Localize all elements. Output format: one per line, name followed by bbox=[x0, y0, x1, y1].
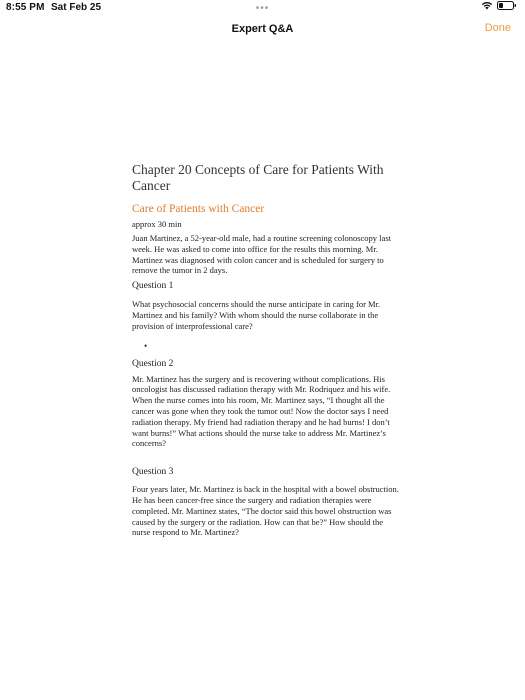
page-title: Expert Q&A bbox=[231, 23, 294, 35]
status-date: Sat Feb 25 bbox=[51, 2, 102, 13]
question-3-text: Four years later, Mr. Martinez is back in the hospital with a bowel obstruction. He has been cancer-free since the surgery and radiation therapies were completed. Mr. Martinez states, “The doctor said this bowel obstruction was caused by the surgery or the radiation. How can that be?” How should the nurse respond to Mr. Martinez? bbox=[132, 484, 399, 538]
document-page bbox=[132, 162, 400, 538]
bullet-row bbox=[132, 332, 400, 358]
question-3-label: Question 3 bbox=[132, 467, 174, 478]
done-button[interactable]: Done bbox=[484, 22, 511, 34]
question-1-label: Question 1 bbox=[132, 281, 174, 292]
chapter-title: Chapter 20 Concepts of Care for Patients With Cancer bbox=[132, 162, 384, 193]
question-2-text: Mr. Martinez has the surgery and is recovering without complications. His oncologist has discussed radiation therapy with Mr. Rodriquez and his wife. When the nurse comes into his room, Mr. Martinez says, “I thought all the cancer was gone when they took the tumor out! Now the doctor says I need radiation therapy. My friend had radiation therapy and he had burns! I don’t want burns!” What actions should the nurse take to address Mr. Martinez’s concerns? bbox=[132, 373, 391, 449]
section-title: Care of Patients with Cancer bbox=[132, 203, 265, 215]
case-text: Juan Martinez, a 52-year-old male, had a routine screening colonoscopy last week. He was asked to come into office for the results this morning. Mr. Martinez was diagnosed with colon cancer and is scheduled for surgery to remove the tumor in 2 days. bbox=[132, 233, 391, 276]
more-options-handle[interactable]: ••• bbox=[255, 3, 270, 14]
bullet-dot: • bbox=[144, 340, 148, 351]
duration-text: approx 30 min bbox=[132, 219, 182, 229]
question-2-label: Question 2 bbox=[132, 358, 174, 369]
status-time: 8:55 PM bbox=[6, 2, 45, 13]
question-1-text: What psychosocial concerns should the nurse anticipate in caring for Mr. Martinez and his family? With whom should the nurse collaborate in the provision of interprofessional care? bbox=[132, 299, 381, 331]
